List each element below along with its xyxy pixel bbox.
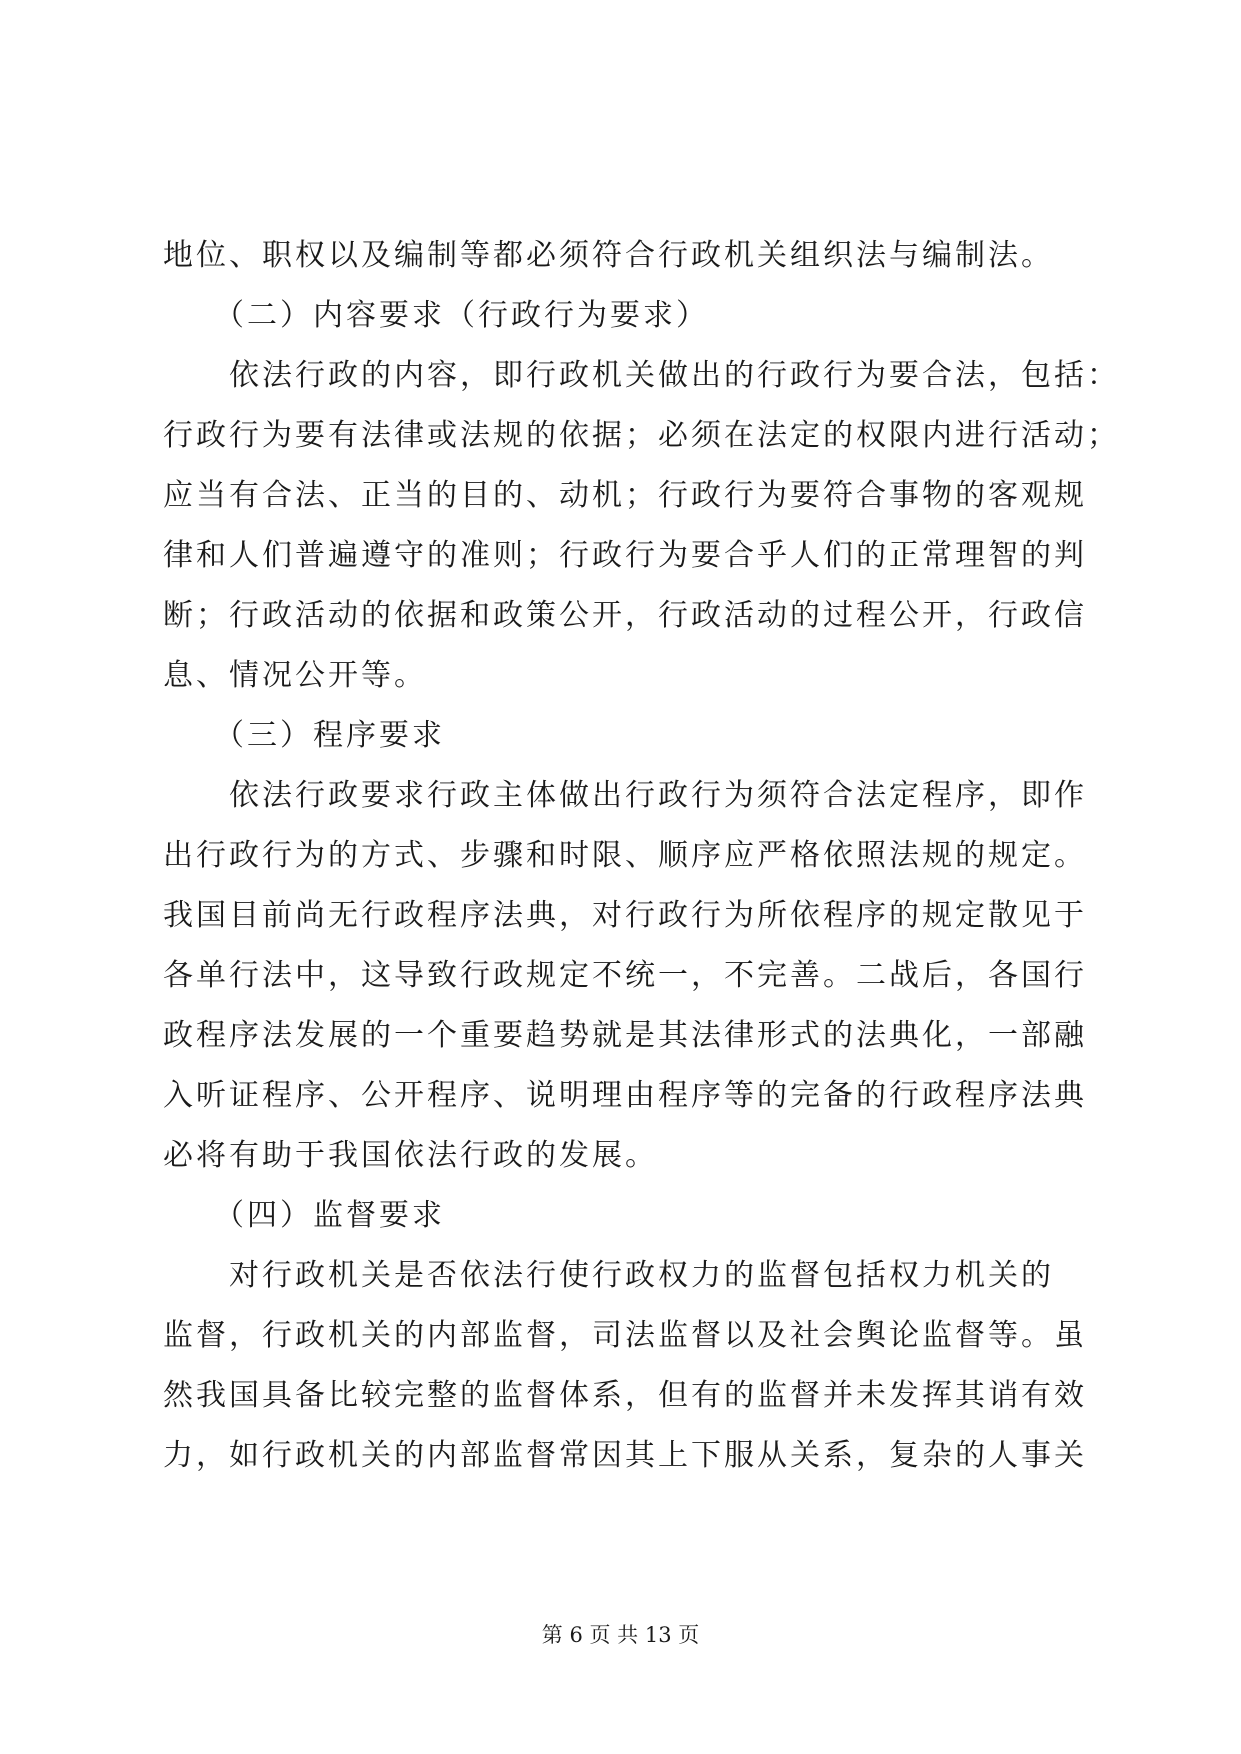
text-line: 对行政机关是否依法行使行政权力的监督包括权力机关的 [163,1258,1054,1293]
text-line: 断；行政活动的依据和政策公开，行政活动的过程公开，行政信 [163,598,1087,633]
section-heading: （四）监督要求 [163,1198,445,1233]
text-line: 依法行政要求行政主体做出行政行为须符合法定程序，即作 [163,778,1087,813]
text-line: 律和人们普遍遵守的准则；行政行为要合乎人们的正常理智的判 [163,538,1087,573]
text-line: 入听证程序、公开程序、说明理由程序等的完备的行政程序法典 [163,1078,1087,1113]
text-line: 政程序法发展的一个重要趋势就是其法律形式的法典化，一部融 [163,1018,1087,1053]
body-text [163,226,1120,1486]
text-line: 必将有助于我国依法行政的发展。 [163,1138,658,1173]
section-heading: （三）程序要求 [163,718,445,753]
text-line: 各单行法中，这导致行政规定不统一，不完善。二战后，各国行 [163,958,1087,993]
text-line: 我国目前尚无行政程序法典，对行政行为所依程序的规定散见于 [163,898,1087,933]
text-line: 行政行为要有法律或法规的依据；必须在法定的权限内进行活动； [163,418,1120,453]
text-line: 地位、职权以及编制等都必须符合行政机关组织法与编制法。 [163,238,1054,273]
text-line: 息、情况公开等。 [163,658,427,693]
text-line: 出行政行为的方式、步骤和时限、顺序应严格依照法规的规定。 [163,838,1087,873]
text-line: 力，如行政机关的内部监督常因其上下服从关系，复杂的人事关 [163,1438,1087,1473]
text-line: 然我国具备比较完整的监督体系，但有的监督并未发挥其诮有效 [163,1378,1087,1413]
text-line: 应当有合法、正当的目的、动机；行政行为要符合事物的客观规 [163,478,1087,513]
page-number-footer: 第 6 页 共 13 页 [541,1623,700,1647]
text-line: 监督，行政机关的内部监督，司法监督以及社会舆论监督等。虽 [163,1318,1087,1353]
text-line: 依法行政的内容，即行政机关做出的行政行为要合法，包括： [163,358,1120,393]
section-heading: （二）内容要求（行政行为要求） [163,298,709,333]
